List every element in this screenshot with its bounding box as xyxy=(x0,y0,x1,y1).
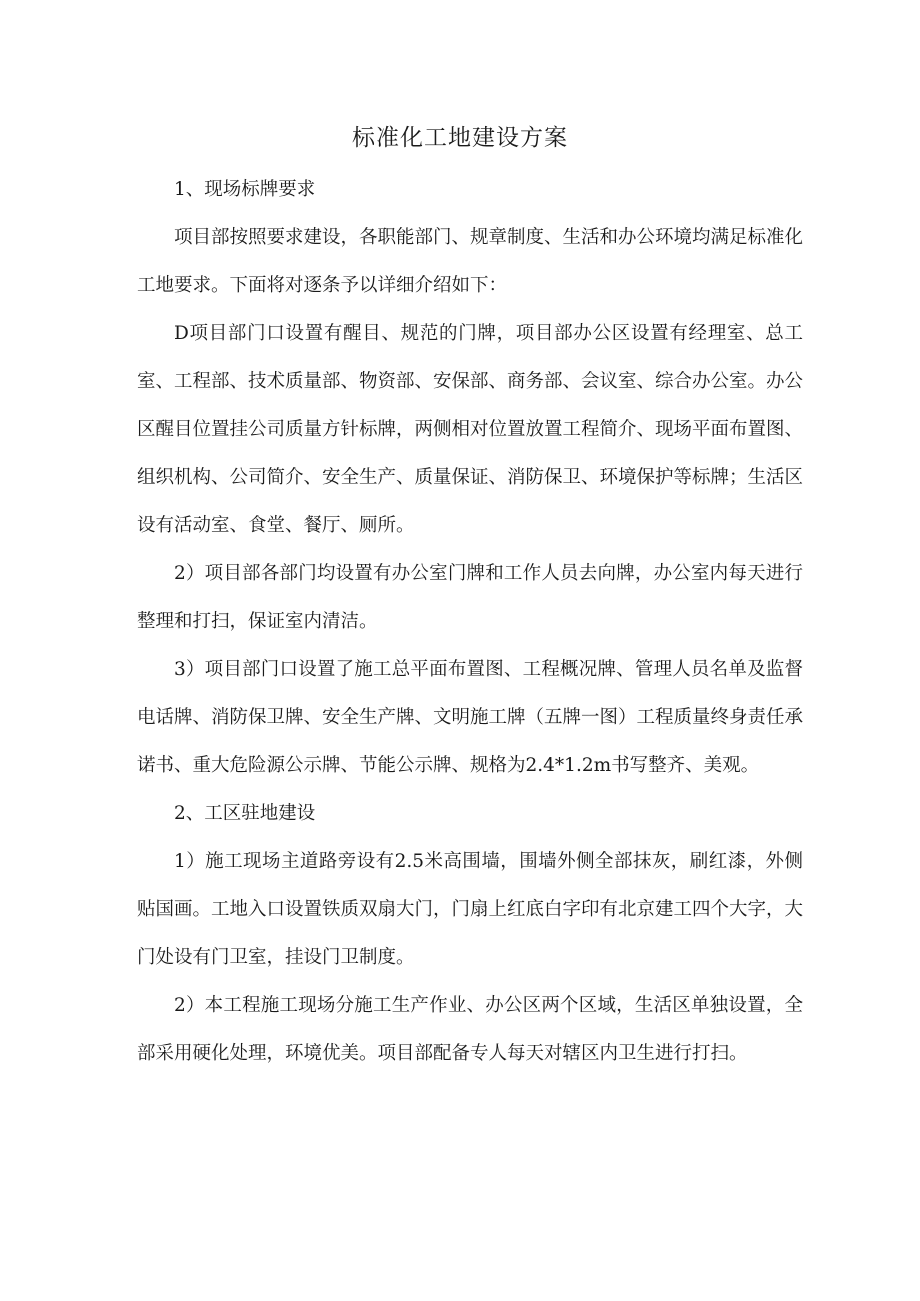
body-paragraph: 3）项目部门口设置了施工总平面布置图、工程概况牌、管理人员名单及监督电话牌、消防保卫牌、安全生产牌、文明施工牌（五牌一图）工程质量终身责任承诺书、重大危险源公示牌、节能公示牌、规格为2.4*1.2m书写整齐、美观。 xyxy=(137,659,804,776)
body-paragraph: 2）本工程施工现场分施工生产作业、办公区两个区域，生活区单独设置，全部采用硬化处理，环境优美。项目部配备专人每天对辖区内卫生进行打扫。 xyxy=(137,995,803,1064)
document-body xyxy=(137,166,803,1078)
body-paragraph: D项目部门口设置有醒目、规范的门牌，项目部办公区设置有经理室、总工室、工程部、技术质量部、物资部、安保部、商务部、会议室、综合办公室。办公区醒目位置挂公司质量方针标牌，两侧相对位置放置工程简介、现场平面布置图、组织机构、公司简介、安全生产、质量保证、消防保卫、环境保护等标牌；生活区设有活动室、食堂、餐厅、厕所。 xyxy=(137,323,804,536)
body-paragraph: 1）施工现场主道路旁设有2.5米高围墙，围墙外侧全部抹灰，刷红漆，外侧贴国画。工地入口设置铁质双扇大门，门扇上红底白字印有北京建工四个大字，大门处设有门卫室，挂设门卫制度。 xyxy=(137,851,804,968)
section-heading-signage: 1、现场标牌要求 xyxy=(174,179,316,200)
body-paragraph: 项目部按照要求建设，各职能部门、规章制度、生活和办公环境均满足标准化工地要求。下面将对逐条予以详细介绍如下： xyxy=(137,227,804,296)
document-title: 标准化工地建设方案 xyxy=(352,125,568,151)
section-heading-site-construction: 2、工区驻地建设 xyxy=(174,803,316,824)
body-paragraph: 2）项目部各部门均设置有办公室门牌和工作人员去向牌，办公室内每天进行整理和打扫，保证室内清洁。 xyxy=(137,563,803,632)
